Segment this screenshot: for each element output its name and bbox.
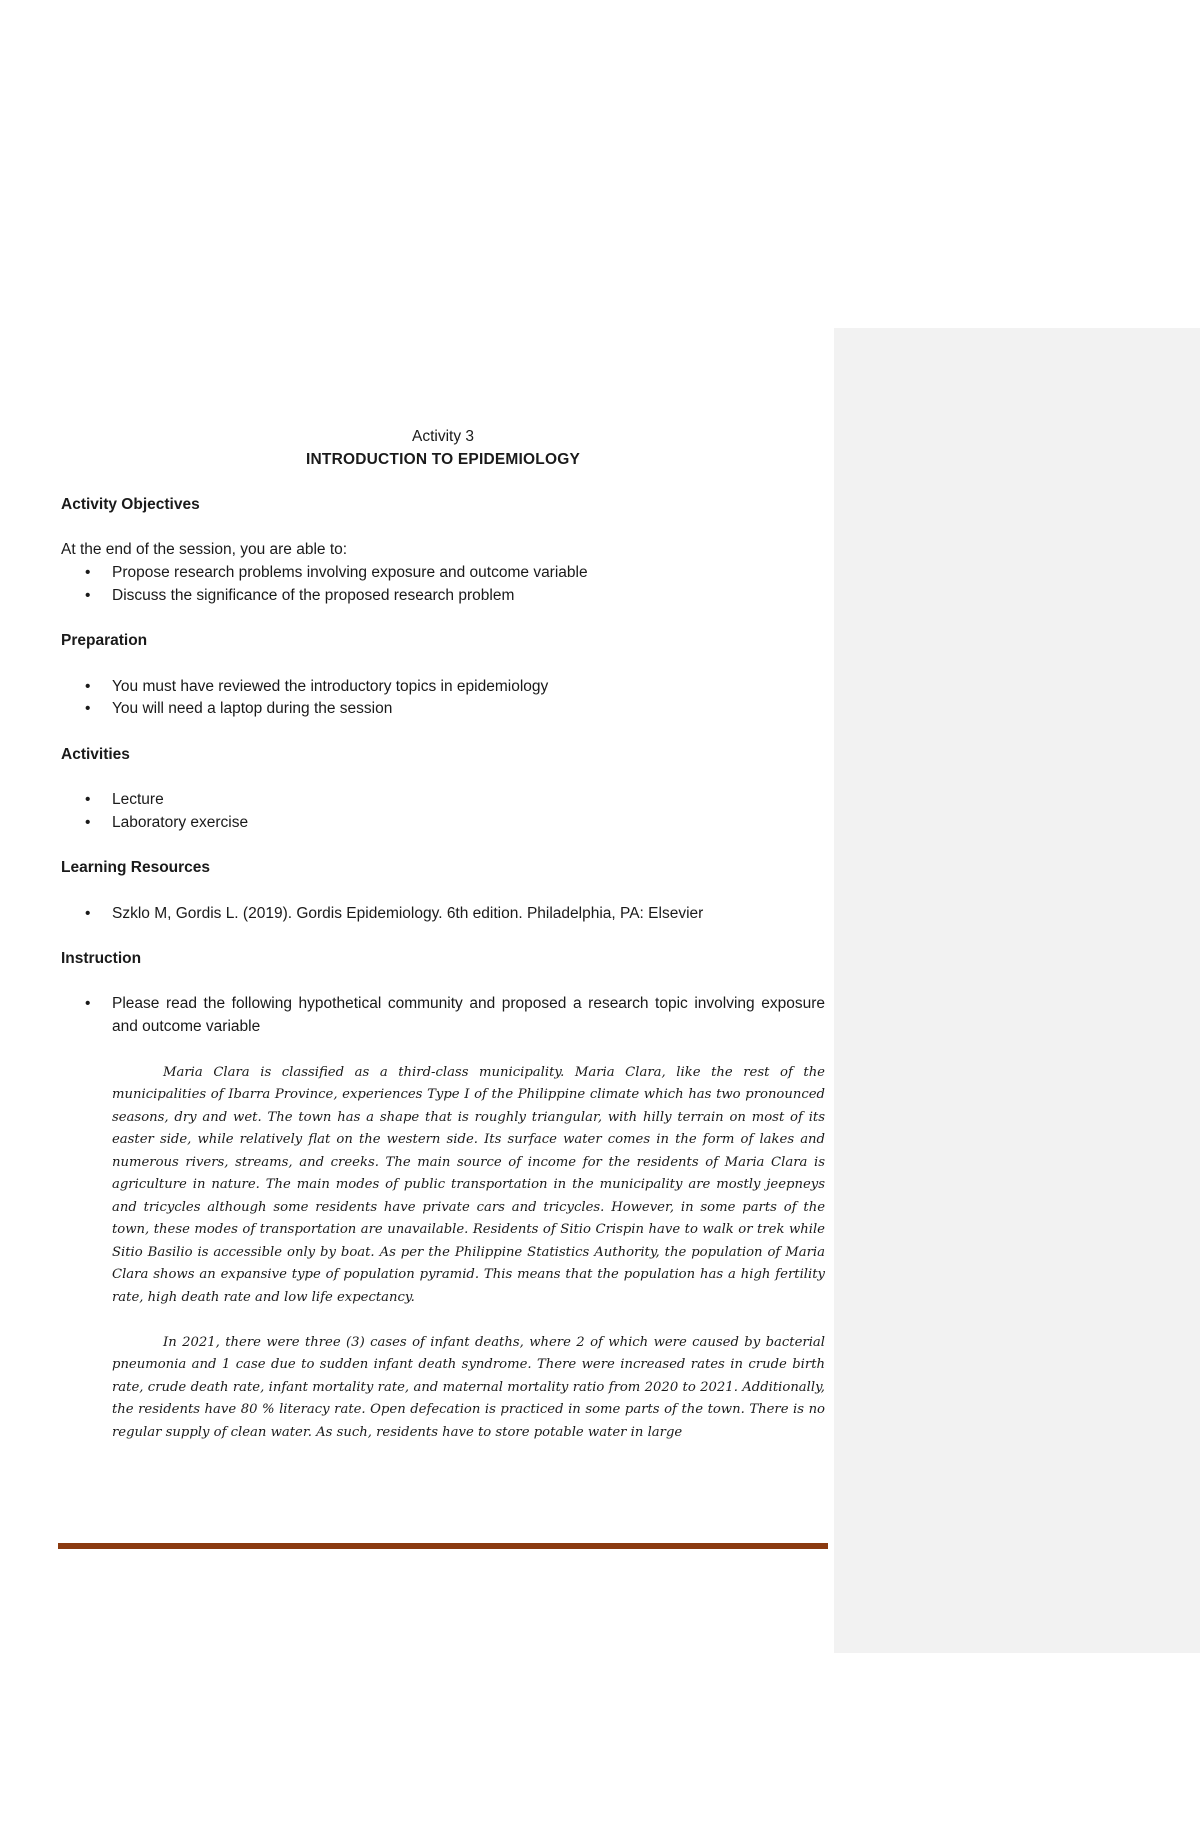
preparation-text: You must have reviewed the introductory topics in epidemiology [112,677,549,695]
objectives-intro: At the end of the session, you are able to: [61,541,348,559]
case-description [61,1062,825,1445]
objectives-heading: Activity Objectives [61,496,200,514]
preparation-text: You will need a laptop during the session [112,700,393,718]
activities-list [61,789,825,834]
preparation-heading: Preparation [61,632,148,650]
list-item [61,789,825,812]
case-paragraph: In 2021, there were three (3) cases of infant deaths, where 2 of which were caused by bacterial pneumonia and 1 case due to sudden infant death syndrome. There were increased rates in crude birth rate, crude death rate, infant mortality rate, and maternal mortality ratio from 2020 to 2021. Additionally, the residents have 80 % literacy rate. Open defecation is practiced in some parts of the town. There is no regular supply of clean water. As such, residents have to store potable water in large [112,1334,825,1440]
bullet-icon: • [85,677,91,695]
instruction-heading: Instruction [61,950,142,968]
instruction-text: Please read the following hypothetical community and proposed a research topic involving exposure and outcome variable [112,995,825,1036]
learning-resources-heading: Learning Resources [61,859,211,877]
document-title: INTRODUCTION TO EPIDEMIOLOGY [306,450,580,468]
bullet-icon: • [85,904,91,922]
bullet-icon: • [85,791,91,809]
instruction-list [61,993,825,1038]
list-item [61,676,825,699]
list-item [61,585,825,608]
bullet-icon: • [85,995,91,1013]
comment-pane [834,328,1200,1653]
objectives-list [61,562,825,607]
activity-text: Lecture [112,791,164,809]
activities-heading: Activities [61,745,130,763]
learning-resources-list [61,903,825,926]
list-item [61,903,825,926]
list-item [61,993,825,1038]
bullet-icon: • [85,813,91,831]
list-item [61,698,825,721]
resource-citation: Szklo M, Gordis L. (2019). Gordis Epidemiology. 6th edition. Philadelphia, PA: Elsevier [112,904,704,922]
bullet-icon: • [85,700,91,718]
case-paragraph: Maria Clara is classified as a third-class municipality. Maria Clara, like the rest of the municipalities of Ibarra Province, experiences Type I of the Philippine climate which has two pronounced seasons, dry and wet. The town has a shape that is roughly triangular, with hilly terrain on most of its easter side, while relatively flat on the western side. Its surface water comes in the form of lakes and numerous rivers, streams, and creeks. The main source of income for the residents of Maria Clara is agriculture in nature. The main modes of public transportation in the municipality are mostly jeepneys and tricycles although some residents have private cars and tricycles. However, in some parts of the town, these modes of transportation are unavailable. Residents of Sitio Crispin have to walk or trek while Sitio Basilio is accessible only by boat. As per the Philippine Statistics Authority, the population of Maria Clara shows an expansive type of population pyramid. This means that the population has a high fertility rate, high death rate and low life expectancy. [112,1064,825,1305]
bullet-icon: • [85,564,91,582]
list-item [61,812,825,835]
activity-label: Activity 3 [411,428,474,445]
preparation-list [61,676,825,721]
activity-text: Laboratory exercise [112,813,249,831]
bullet-icon: • [85,586,91,604]
document-body [61,426,825,1444]
objective-text: Discuss the significance of the proposed research problem [112,586,515,604]
objective-text: Propose research problems involving exposure and outcome variable [112,564,588,582]
list-item [61,562,825,585]
footer-rule [58,1543,828,1549]
